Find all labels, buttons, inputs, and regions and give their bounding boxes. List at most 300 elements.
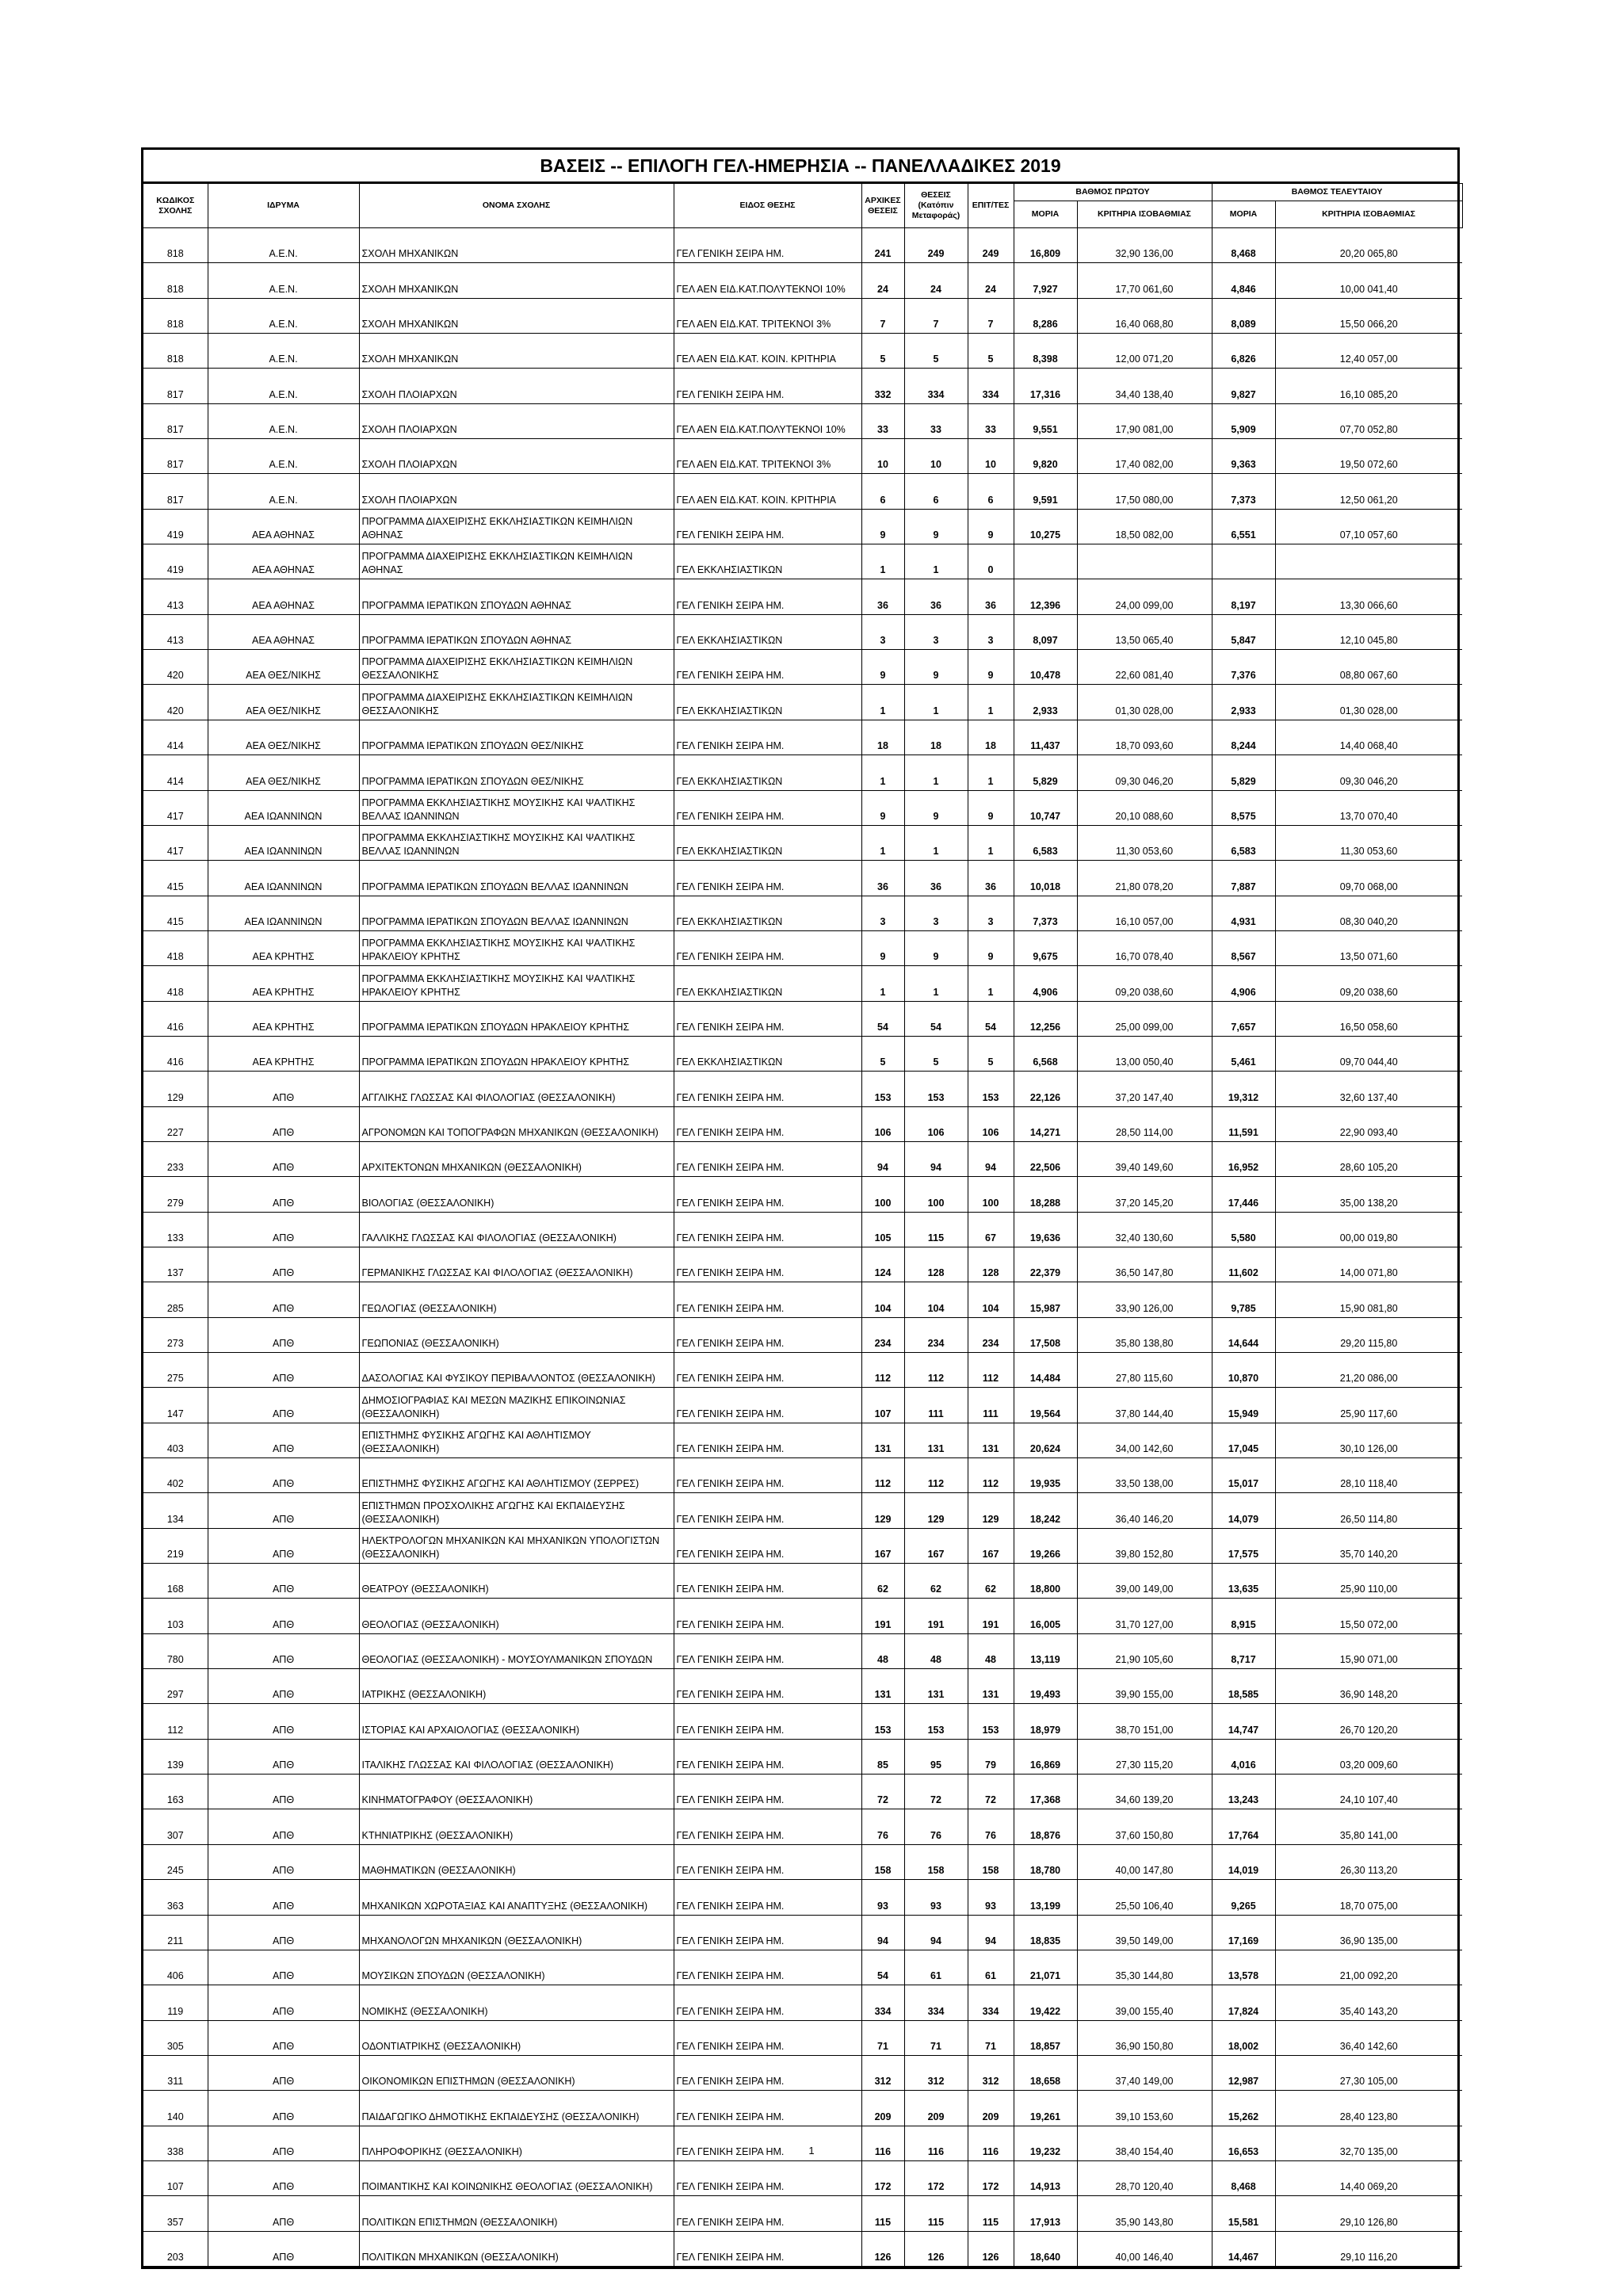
cell-type: ΓΕΛ ΓΕΝΙΚΗ ΣΕΙΡΑ ΗΜ.: [674, 1141, 861, 1176]
cell-admitted: 5: [968, 334, 1014, 369]
cell-type: ΓΕΛ ΓΕΝΙΚΗ ΣΕΙΡΑ ΗΜ.: [674, 1212, 861, 1247]
cell-admitted: 10: [968, 439, 1014, 474]
cell-first-points: 10,018: [1014, 861, 1077, 896]
cell-institution: ΑΠΘ: [208, 1282, 359, 1317]
cell-last-points: 15,949: [1212, 1388, 1275, 1423]
cell-admitted: 158: [968, 1844, 1014, 1879]
cell-institution: ΑΠΘ: [208, 1775, 359, 1809]
cell-first-criteria: 13,00 050,40: [1077, 1036, 1212, 1071]
cell-admitted: 7: [968, 298, 1014, 333]
results-table: [143, 183, 1463, 2267]
cell-first-points: 11,437: [1014, 720, 1077, 755]
cell-type: ΓΕΛ ΓΕΝΙΚΗ ΣΕΙΡΑ ΗΜ.: [674, 1985, 861, 2020]
cell-first-criteria: 35,80 138,80: [1077, 1317, 1212, 1352]
cell-last-points: 18,585: [1212, 1669, 1275, 1704]
cell-admitted: 3: [968, 896, 1014, 930]
cell-type: ΓΕΛ ΓΕΝΙΚΗ ΣΕΙΡΑ ΗΜ.: [674, 2231, 861, 2266]
cell-initial: 209: [861, 2091, 904, 2126]
cell-first-criteria: 21,90 105,60: [1077, 1633, 1212, 1668]
cell-code: 418: [143, 966, 208, 1001]
cell-institution: ΑΕΑ ΙΩΑΝΝΙΝΩΝ: [208, 825, 359, 860]
table-row: [143, 439, 1462, 474]
cell-last-criteria: 16,50 058,60: [1275, 1001, 1462, 1036]
cell-after: 36: [904, 861, 968, 896]
cell-type: ΓΕΛ ΑΕΝ ΕΙΔ.ΚΑΤ. ΤΡΙΤΕΚΝΟΙ 3%: [674, 439, 861, 474]
cell-last-points: 15,581: [1212, 2196, 1275, 2231]
cell-institution: ΑΠΘ: [208, 1950, 359, 1985]
cell-admitted: 3: [968, 614, 1014, 649]
cell-last-points: 9,785: [1212, 1282, 1275, 1317]
cell-last-criteria: 11,30 053,60: [1275, 825, 1462, 860]
cell-last-criteria: 19,50 072,60: [1275, 439, 1462, 474]
table-row: [143, 1704, 1462, 1739]
cell-first-points: 9,820: [1014, 439, 1077, 474]
cell-first-points: 6,568: [1014, 1036, 1077, 1071]
cell-type: ΓΕΛ ΓΕΝΙΚΗ ΣΕΙΡΑ ΗΜ.: [674, 1880, 861, 1915]
cell-institution: ΑΠΘ: [208, 1528, 359, 1563]
cell-last-points: 9,363: [1212, 439, 1275, 474]
cell-first-criteria: 34,00 142,60: [1077, 1423, 1212, 1457]
table-row: [143, 790, 1462, 825]
cell-after: 7: [904, 298, 968, 333]
cell-last-criteria: 10,00 041,40: [1275, 263, 1462, 298]
cell-institution: ΑΠΘ: [208, 1141, 359, 1176]
cell-first-criteria: 25,50 106,40: [1077, 1880, 1212, 1915]
table-row: [143, 2196, 1462, 2231]
cell-code: 137: [143, 1247, 208, 1282]
cell-admitted: 48: [968, 1633, 1014, 1668]
cell-code: 419: [143, 509, 208, 544]
cell-code: 168: [143, 1564, 208, 1599]
cell-initial: 153: [861, 1704, 904, 1739]
cell-initial: 131: [861, 1669, 904, 1704]
cell-last-points: 4,846: [1212, 263, 1275, 298]
cell-code: 275: [143, 1353, 208, 1388]
cell-last-criteria: 01,30 028,00: [1275, 685, 1462, 720]
cell-initial: 10: [861, 439, 904, 474]
cell-first-points: 8,398: [1014, 334, 1077, 369]
table-row: [143, 1564, 1462, 1599]
cell-after: 54: [904, 1001, 968, 1036]
cell-institution: Α.Ε.Ν.: [208, 439, 359, 474]
cell-initial: 116: [861, 2126, 904, 2160]
table-row: [143, 755, 1462, 790]
cell-institution: ΑΕΑ ΘΕΣ/ΝΙΚΗΣ: [208, 755, 359, 790]
cell-code: 414: [143, 720, 208, 755]
cell-institution: ΑΠΘ: [208, 2160, 359, 2195]
cell-after: 9: [904, 509, 968, 544]
cell-institution: ΑΠΘ: [208, 1985, 359, 2020]
cell-initial: 48: [861, 1633, 904, 1668]
cell-admitted: 126: [968, 2231, 1014, 2266]
cell-first-criteria: 39,00 149,00: [1077, 1564, 1212, 1599]
cell-institution: ΑΕΑ ΑΘΗΝΑΣ: [208, 544, 359, 579]
cell-first-criteria: 40,00 146,40: [1077, 2231, 1212, 2266]
cell-admitted: 249: [968, 228, 1014, 263]
cell-after: 61: [904, 1950, 968, 1985]
cell-type: ΓΕΛ ΓΕΝΙΚΗ ΣΕΙΡΑ ΗΜ.: [674, 1072, 861, 1106]
cell-first-points: 8,097: [1014, 614, 1077, 649]
cell-last-criteria: 09,70 068,00: [1275, 861, 1462, 896]
table-row: [143, 1985, 1462, 2020]
header-last-group: ΒΑΘΜΟΣ ΤΕΛΕΥΤΑΙΟΥ: [1212, 184, 1462, 201]
cell-initial: 191: [861, 1599, 904, 1633]
cell-school: ΣΧΟΛΗ ΜΗΧΑΝΙΚΩΝ: [359, 263, 674, 298]
cell-type: ΓΕΛ ΕΚΚΛΗΣΙΑΣΤΙΚΩΝ: [674, 614, 861, 649]
cell-type: ΓΕΛ ΓΕΝΙΚΗ ΣΕΙΡΑ ΗΜ.: [674, 1633, 861, 1668]
cell-institution: Α.Ε.Ν.: [208, 474, 359, 509]
cell-after: 334: [904, 1985, 968, 2020]
cell-first-criteria: 18,70 093,60: [1077, 720, 1212, 755]
cell-first-criteria: 18,50 082,00: [1077, 509, 1212, 544]
cell-institution: ΑΕΑ ΑΘΗΝΑΣ: [208, 614, 359, 649]
cell-code: 279: [143, 1177, 208, 1212]
cell-type: ΓΕΛ ΓΕΝΙΚΗ ΣΕΙΡΑ ΗΜ.: [674, 1528, 861, 1563]
cell-last-criteria: 08,30 040,20: [1275, 896, 1462, 930]
cell-code: 211: [143, 1915, 208, 1950]
cell-after: 72: [904, 1775, 968, 1809]
cell-first-criteria: 39,40 149,60: [1077, 1141, 1212, 1176]
cell-last-points: 4,906: [1212, 966, 1275, 1001]
cell-code: 140: [143, 2091, 208, 2126]
cell-last-points: 13,243: [1212, 1775, 1275, 1809]
cell-last-criteria: 03,20 009,60: [1275, 1739, 1462, 1774]
cell-after: 3: [904, 896, 968, 930]
cell-first-criteria: 36,50 147,80: [1077, 1247, 1212, 1282]
cell-last-points: 8,915: [1212, 1599, 1275, 1633]
cell-school: ΘΕΟΛΟΓΙΑΣ (ΘΕΣΣΑΛΟΝΙΚΗ) - ΜΟΥΣΟΥΛΜΑΝΙΚΩΝ ΣΠΟΥΔΩΝ: [359, 1633, 674, 1668]
cell-first-points: 22,126: [1014, 1072, 1077, 1106]
cell-first-points: 10,275: [1014, 509, 1077, 544]
cell-first-points: 17,368: [1014, 1775, 1077, 1809]
cell-first-points: 13,119: [1014, 1633, 1077, 1668]
cell-admitted: 191: [968, 1599, 1014, 1633]
cell-after: 1: [904, 685, 968, 720]
cell-type: ΓΕΛ ΑΕΝ ΕΙΔ.ΚΑΤ.ΠΟΛΥΤΕΚΝΟΙ 10%: [674, 403, 861, 438]
cell-last-criteria: 29,20 115,80: [1275, 1317, 1462, 1352]
cell-institution: ΑΠΘ: [208, 2196, 359, 2231]
cell-institution: ΑΠΘ: [208, 1423, 359, 1457]
cell-initial: 3: [861, 896, 904, 930]
cell-admitted: 62: [968, 1564, 1014, 1599]
cell-admitted: 167: [968, 1528, 1014, 1563]
cell-last-points: 14,747: [1212, 1704, 1275, 1739]
cell-type: ΓΕΛ ΓΕΝΙΚΗ ΣΕΙΡΑ ΗΜ.: [674, 1353, 861, 1388]
cell-institution: ΑΠΘ: [208, 1212, 359, 1247]
table-row: [143, 509, 1462, 544]
cell-type: ΓΕΛ ΓΕΝΙΚΗ ΣΕΙΡΑ ΗΜ.: [674, 1493, 861, 1528]
cell-last-criteria: 28,60 105,20: [1275, 1141, 1462, 1176]
table-row: [143, 2055, 1462, 2090]
cell-school: ΝΟΜΙΚΗΣ (ΘΕΣΣΑΛΟΝΙΚΗ): [359, 1985, 674, 2020]
cell-initial: 9: [861, 790, 904, 825]
cell-first-criteria: 33,50 138,00: [1077, 1458, 1212, 1493]
cell-admitted: 61: [968, 1950, 1014, 1985]
cell-code: 817: [143, 403, 208, 438]
cell-first-points: 19,493: [1014, 1669, 1077, 1704]
cell-school: ΓΕΩΠΟΝΙΑΣ (ΘΕΣΣΑΛΟΝΙΚΗ): [359, 1317, 674, 1352]
cell-admitted: 100: [968, 1177, 1014, 1212]
cell-last-points: 5,847: [1212, 614, 1275, 649]
cell-admitted: 334: [968, 369, 1014, 403]
cell-code: 203: [143, 2231, 208, 2266]
cell-after: 106: [904, 1106, 968, 1141]
header-first-criteria: ΚΡΙΤΗΡΙΑ ΙΣΟΒΑΘΜΙΑΣ: [1077, 201, 1212, 228]
cell-admitted: 6: [968, 474, 1014, 509]
cell-code: 233: [143, 1141, 208, 1176]
cell-first-criteria: 17,40 082,00: [1077, 439, 1212, 474]
cell-last-points: 8,468: [1212, 228, 1275, 263]
cell-admitted: 76: [968, 1809, 1014, 1844]
cell-last-points: 5,461: [1212, 1036, 1275, 1071]
cell-type: ΓΕΛ ΑΕΝ ΕΙΔ.ΚΑΤ. ΚΟΙΝ. ΚΡΙΤΗΡΙΑ: [674, 474, 861, 509]
cell-admitted: 334: [968, 1985, 1014, 2020]
cell-first-criteria: 09,30 046,20: [1077, 755, 1212, 790]
cell-after: 33: [904, 403, 968, 438]
cell-institution: ΑΠΘ: [208, 2020, 359, 2055]
cell-admitted: 131: [968, 1669, 1014, 1704]
cell-type: ΓΕΛ ΕΚΚΛΗΣΙΑΣΤΙΚΩΝ: [674, 825, 861, 860]
table-row: [143, 2231, 1462, 2266]
cell-first-criteria: [1077, 544, 1212, 579]
cell-admitted: 116: [968, 2126, 1014, 2160]
cell-institution: ΑΠΘ: [208, 2231, 359, 2266]
cell-school: ΠΡΟΓΡΑΜΜΑ ΔΙΑΧΕΙΡΙΣΗΣ ΕΚΚΛΗΣΙΑΣΤΙΚΩΝ ΚΕΙΜΗΛΙΩΝ ΑΘΗΝΑΣ: [359, 544, 674, 579]
cell-initial: 1: [861, 825, 904, 860]
cell-after: 158: [904, 1844, 968, 1879]
cell-institution: ΑΠΘ: [208, 1106, 359, 1141]
table-row: [143, 650, 1462, 685]
cell-type: ΓΕΛ ΓΕΝΙΚΗ ΣΕΙΡΑ ΗΜ.: [674, 369, 861, 403]
header-school: ΟΝΟΜΑ ΣΧΟΛΗΣ: [359, 184, 674, 228]
cell-school: ΠΡΟΓΡΑΜΜΑ ΔΙΑΧΕΙΡΙΣΗΣ ΕΚΚΛΗΣΙΑΣΤΙΚΩΝ ΚΕΙΜΗΛΙΩΝ ΘΕΣΣΑΛΟΝΙΚΗΣ: [359, 685, 674, 720]
cell-after: 3: [904, 614, 968, 649]
cell-last-criteria: 09,30 046,20: [1275, 755, 1462, 790]
cell-after: 153: [904, 1704, 968, 1739]
cell-last-criteria: 13,30 066,60: [1275, 579, 1462, 614]
cell-last-points: 8,089: [1212, 298, 1275, 333]
cell-type: ΓΕΛ ΓΕΝΙΚΗ ΣΕΙΡΑ ΗΜ.: [674, 2126, 861, 2160]
cell-school: ΙΑΤΡΙΚΗΣ (ΘΕΣΣΑΛΟΝΙΚΗ): [359, 1669, 674, 1704]
cell-code: 780: [143, 1633, 208, 1668]
table-row: [143, 720, 1462, 755]
cell-first-criteria: 33,90 126,00: [1077, 1282, 1212, 1317]
table-row: [143, 685, 1462, 720]
cell-initial: 153: [861, 1072, 904, 1106]
cell-initial: 62: [861, 1564, 904, 1599]
cell-admitted: 9: [968, 650, 1014, 685]
cell-type: ΓΕΛ ΕΚΚΛΗΣΙΑΣΤΙΚΩΝ: [674, 896, 861, 930]
cell-institution: ΑΠΘ: [208, 1844, 359, 1879]
cell-admitted: 5: [968, 1036, 1014, 1071]
cell-institution: ΑΠΘ: [208, 2126, 359, 2160]
cell-admitted: 153: [968, 1072, 1014, 1106]
cell-school: ΚΙΝΗΜΑΤΟΓΡΑΦΟΥ (ΘΕΣΣΑΛΟΝΙΚΗ): [359, 1775, 674, 1809]
cell-school: ΣΧΟΛΗ ΜΗΧΑΝΙΚΩΝ: [359, 298, 674, 333]
cell-school: ΗΛΕΚΤΡΟΛΟΓΩΝ ΜΗΧΑΝΙΚΩΝ ΚΑΙ ΜΗΧΑΝΙΚΩΝ ΥΠΟΛΟΓΙΣΤΩΝ (ΘΕΣΣΑΛΟΝΙΚΗ): [359, 1528, 674, 1563]
cell-after: 131: [904, 1423, 968, 1457]
cell-after: 10: [904, 439, 968, 474]
cell-after: 1: [904, 966, 968, 1001]
cell-first-points: 18,835: [1014, 1915, 1077, 1950]
cell-code: 357: [143, 2196, 208, 2231]
cell-institution: ΑΠΘ: [208, 1739, 359, 1774]
cell-initial: 158: [861, 1844, 904, 1879]
cell-first-points: 14,913: [1014, 2160, 1077, 2195]
cell-school: ΑΓΓΛΙΚΗΣ ΓΛΩΣΣΑΣ ΚΑΙ ΦΙΛΟΛΟΓΙΑΣ (ΘΕΣΣΑΛΟΝΙΚΗ): [359, 1072, 674, 1106]
cell-first-points: 17,316: [1014, 369, 1077, 403]
cell-admitted: 36: [968, 861, 1014, 896]
cell-first-criteria: 37,20 147,40: [1077, 1072, 1212, 1106]
cell-type: ΓΕΛ ΓΕΝΙΚΗ ΣΕΙΡΑ ΗΜ.: [674, 2196, 861, 2231]
table-row: [143, 1177, 1462, 1212]
cell-last-criteria: 12,40 057,00: [1275, 334, 1462, 369]
cell-first-points: 18,800: [1014, 1564, 1077, 1599]
cell-initial: 234: [861, 1317, 904, 1352]
cell-first-criteria: 21,80 078,20: [1077, 861, 1212, 896]
table-row: [143, 1809, 1462, 1844]
cell-admitted: 9: [968, 930, 1014, 965]
cell-after: 115: [904, 1212, 968, 1247]
cell-school: ΜΑΘΗΜΑΤΙΚΩΝ (ΘΕΣΣΑΛΟΝΙΚΗ): [359, 1844, 674, 1879]
cell-first-criteria: 39,90 155,00: [1077, 1669, 1212, 1704]
cell-first-criteria: 34,60 139,20: [1077, 1775, 1212, 1809]
cell-first-points: 8,286: [1014, 298, 1077, 333]
cell-code: 311: [143, 2055, 208, 2090]
cell-code: 817: [143, 369, 208, 403]
cell-first-points: 18,780: [1014, 1844, 1077, 1879]
cell-last-criteria: 21,00 092,20: [1275, 1950, 1462, 1985]
table-row: [143, 1458, 1462, 1493]
cell-type: ΓΕΛ ΓΕΝΙΚΗ ΣΕΙΡΑ ΗΜ.: [674, 1844, 861, 1879]
cell-institution: Α.Ε.Ν.: [208, 369, 359, 403]
cell-after: 95: [904, 1739, 968, 1774]
cell-school: ΠΟΛΙΤΙΚΩΝ ΜΗΧΑΝΙΚΩΝ (ΘΕΣΣΑΛΟΝΙΚΗ): [359, 2231, 674, 2266]
cell-first-points: 9,551: [1014, 403, 1077, 438]
cell-type: ΓΕΛ ΓΕΝΙΚΗ ΣΕΙΡΑ ΗΜ.: [674, 1423, 861, 1457]
cell-admitted: 71: [968, 2020, 1014, 2055]
cell-institution: ΑΠΘ: [208, 1599, 359, 1633]
cell-initial: 167: [861, 1528, 904, 1563]
header-initial: ΑΡΧΙΚΕΣ ΘΕΣΕΙΣ: [861, 184, 904, 228]
cell-institution: Α.Ε.Ν.: [208, 334, 359, 369]
cell-admitted: 72: [968, 1775, 1014, 1809]
cell-last-points: 10,870: [1212, 1353, 1275, 1388]
cell-initial: 54: [861, 1950, 904, 1985]
table-row: [143, 2020, 1462, 2055]
table-row: [143, 1106, 1462, 1141]
cell-first-criteria: 39,00 155,40: [1077, 1985, 1212, 2020]
cell-school: ΑΡΧΙΤΕΚΤΟΝΩΝ ΜΗΧΑΝΙΚΩΝ (ΘΕΣΣΑΛΟΝΙΚΗ): [359, 1141, 674, 1176]
cell-code: 413: [143, 579, 208, 614]
cell-last-points: 4,931: [1212, 896, 1275, 930]
cell-institution: ΑΕΑ ΙΩΑΝΝΙΝΩΝ: [208, 896, 359, 930]
cell-admitted: 106: [968, 1106, 1014, 1141]
cell-code: 112: [143, 1704, 208, 1739]
table-row: [143, 1388, 1462, 1423]
cell-admitted: 1: [968, 966, 1014, 1001]
cell-type: ΓΕΛ ΓΕΝΙΚΗ ΣΕΙΡΑ ΗΜ.: [674, 720, 861, 755]
cell-first-points: 16,005: [1014, 1599, 1077, 1633]
cell-institution: ΑΠΘ: [208, 1317, 359, 1352]
table-row: [143, 1353, 1462, 1388]
cell-institution: Α.Ε.Ν.: [208, 298, 359, 333]
cell-first-criteria: 17,50 080,00: [1077, 474, 1212, 509]
cell-after: 6: [904, 474, 968, 509]
cell-school: ΠΡΟΓΡΑΜΜΑ ΙΕΡΑΤΙΚΩΝ ΣΠΟΥΔΩΝ ΘΕΣ/ΝΙΚΗΣ: [359, 720, 674, 755]
cell-initial: 1: [861, 544, 904, 579]
cell-type: ΓΕΛ ΕΚΚΛΗΣΙΑΣΤΙΚΩΝ: [674, 1036, 861, 1071]
cell-after: 111: [904, 1388, 968, 1423]
cell-type: ΓΕΛ ΑΕΝ ΕΙΔ.ΚΑΤ.ΠΟΛΥΤΕΚΝΟΙ 10%: [674, 263, 861, 298]
header-first-group: ΒΑΘΜΟΣ ΠΡΩΤΟΥ: [1014, 184, 1212, 201]
table-body: [143, 228, 1462, 2267]
table-row: [143, 1282, 1462, 1317]
cell-first-criteria: 24,00 099,00: [1077, 579, 1212, 614]
cell-after: 100: [904, 1177, 968, 1212]
cell-last-criteria: 18,70 075,00: [1275, 1880, 1462, 1915]
cell-institution: ΑΕΑ ΙΩΑΝΝΙΝΩΝ: [208, 790, 359, 825]
cell-after: 24: [904, 263, 968, 298]
cell-code: 273: [143, 1317, 208, 1352]
cell-initial: 72: [861, 1775, 904, 1809]
cell-first-criteria: 13,50 065,40: [1077, 614, 1212, 649]
cell-admitted: 33: [968, 403, 1014, 438]
cell-code: 416: [143, 1001, 208, 1036]
header-admitted: ΕΠΙΤ/ΤΕΣ: [968, 184, 1014, 228]
cell-first-criteria: 37,80 144,40: [1077, 1388, 1212, 1423]
cell-code: 402: [143, 1458, 208, 1493]
cell-code: 297: [143, 1669, 208, 1704]
table-row: [143, 966, 1462, 1001]
table-row: [143, 614, 1462, 649]
cell-last-points: 19,312: [1212, 1072, 1275, 1106]
cell-code: 416: [143, 1036, 208, 1071]
cell-initial: 76: [861, 1809, 904, 1844]
cell-type: ΓΕΛ ΓΕΝΙΚΗ ΣΕΙΡΑ ΗΜ.: [674, 2055, 861, 2090]
cell-last-criteria: 28,10 118,40: [1275, 1458, 1462, 1493]
cell-after: 131: [904, 1669, 968, 1704]
cell-school: ΠΡΟΓΡΑΜΜΑ ΕΚΚΛΗΣΙΑΣΤΙΚΗΣ ΜΟΥΣΙΚΗΣ ΚΑΙ ΨΑΛΤΙΚΗΣ ΗΡΑΚΛΕΙΟΥ ΚΡΗΤΗΣ: [359, 966, 674, 1001]
cell-type: ΓΕΛ ΕΚΚΛΗΣΙΑΣΤΙΚΩΝ: [674, 966, 861, 1001]
cell-first-criteria: 27,80 115,60: [1077, 1353, 1212, 1388]
cell-institution: ΑΕΑ ΚΡΗΤΗΣ: [208, 1036, 359, 1071]
cell-institution: ΑΕΑ ΘΕΣ/ΝΙΚΗΣ: [208, 650, 359, 685]
cell-type: ΓΕΛ ΓΕΝΙΚΗ ΣΕΙΡΑ ΗΜ.: [674, 579, 861, 614]
cell-last-criteria: 32,60 137,40: [1275, 1072, 1462, 1106]
cell-initial: 71: [861, 2020, 904, 2055]
cell-last-criteria: 21,20 086,00: [1275, 1353, 1462, 1388]
cell-last-criteria: 09,20 038,60: [1275, 966, 1462, 1001]
cell-code: 245: [143, 1844, 208, 1879]
cell-first-points: 21,071: [1014, 1950, 1077, 1985]
cell-first-points: 10,747: [1014, 790, 1077, 825]
cell-first-criteria: 17,70 061,60: [1077, 263, 1212, 298]
cell-initial: 94: [861, 1915, 904, 1950]
cell-last-points: 14,019: [1212, 1844, 1275, 1879]
page-number: 1: [808, 2145, 815, 2157]
cell-last-criteria: 09,70 044,40: [1275, 1036, 1462, 1071]
cell-school: ΔΗΜΟΣΙΟΓΡΑΦΙΑΣ ΚΑΙ ΜΕΣΩΝ ΜΑΖΙΚΗΣ ΕΠΙΚΟΙΝΩΝΙΑΣ (ΘΕΣΣΑΛΟΝΙΚΗ): [359, 1388, 674, 1423]
cell-last-points: 9,827: [1212, 369, 1275, 403]
cell-first-criteria: 12,00 071,20: [1077, 334, 1212, 369]
cell-initial: 1: [861, 966, 904, 1001]
cell-school: ΠΡΟΓΡΑΜΜΑ ΕΚΚΛΗΣΙΑΣΤΙΚΗΣ ΜΟΥΣΙΚΗΣ ΚΑΙ ΨΑΛΤΙΚΗΣ ΗΡΑΚΛΕΙΟΥ ΚΡΗΤΗΣ: [359, 930, 674, 965]
cell-code: 307: [143, 1809, 208, 1844]
header-last-criteria: ΚΡΙΤΗΡΙΑ ΙΣΟΒΑΘΜΙΑΣ: [1275, 201, 1462, 228]
table-row: [143, 1001, 1462, 1036]
cell-first-points: 2,933: [1014, 685, 1077, 720]
